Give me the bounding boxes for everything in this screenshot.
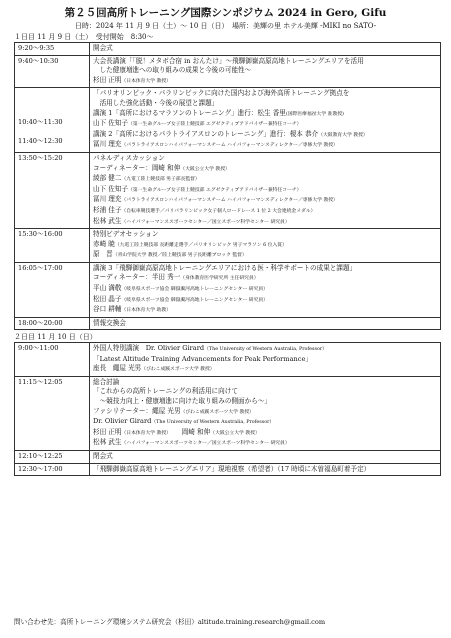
session-line bbox=[93, 99, 437, 109]
session-content bbox=[90, 229, 441, 263]
page-title: 第２５回高所トレーニング国際シンポジウム 2024 in Gero, Gifu bbox=[64, 7, 387, 19]
line-text: 情報交換会 bbox=[93, 318, 126, 327]
line-text: 山下 佐知子 bbox=[93, 184, 129, 193]
session-line bbox=[93, 284, 437, 295]
schedule-row bbox=[15, 229, 441, 263]
line-text: 赤崎 暁 bbox=[93, 239, 115, 248]
line-text: パネルディスカッション bbox=[93, 153, 165, 162]
session-line bbox=[93, 273, 437, 284]
session-line bbox=[93, 305, 437, 316]
schedule-row bbox=[15, 262, 441, 317]
line-text: 松田 晶子 bbox=[93, 294, 122, 303]
session-time: 13:50～15:20 bbox=[15, 152, 90, 228]
session-line bbox=[93, 240, 437, 251]
session-content bbox=[90, 55, 441, 88]
line-text: 活用した強化活動・今後の展望と課題」 bbox=[93, 98, 219, 107]
session-content bbox=[90, 376, 441, 450]
line-text: 松林 武生 bbox=[93, 216, 122, 225]
affiliation-note: （第一生命グループ女子陸上競技部 エグゼクティブアドバイザー兼特任コーチ） bbox=[128, 187, 302, 193]
line-text: 講演 2「高所におけるパラトライアスロンのトレーニング」進行：榎本 恭介 bbox=[93, 129, 319, 138]
day1-header: １日目 11 月 9 日（土） 受付開始 8:30～ bbox=[14, 33, 154, 41]
line-text: 大会長講演「「脱！メタボ合宿 in おんたけ」～飛騨御嶽高原高地トレーニングエリアを活用 bbox=[93, 56, 364, 65]
line-text: コーディネーター：半田 秀一 bbox=[93, 273, 181, 282]
session-line bbox=[93, 364, 437, 375]
session-time: 18:00～20:00 bbox=[15, 317, 90, 330]
line-text: 開会式 bbox=[93, 44, 113, 52]
line-text: した健康増進への取り組みの成果と今後の可能性～ bbox=[93, 66, 252, 75]
line-text: コーディネーター：岡崎 和伸 bbox=[93, 163, 181, 172]
session-content bbox=[90, 262, 441, 317]
line-text: 山下 佐知子 bbox=[93, 119, 129, 128]
line-text: 講演 3「飛騨御嶽高原高地トレーニングエリアにおける医・科学サポートの成果と課題」 bbox=[93, 263, 357, 272]
affiliation-note: （大阪公立大学 教授） bbox=[210, 430, 260, 436]
session-line bbox=[93, 295, 437, 306]
affiliation-note: （身体教育医学研究所 主任研究員） bbox=[180, 276, 259, 282]
affiliation-note: (国際医療福祉大学 准教授) bbox=[285, 111, 344, 117]
schedule-row bbox=[15, 88, 441, 153]
session-time: 9:20～9:35 bbox=[15, 43, 90, 56]
line-text: 杉田 正明 bbox=[93, 427, 122, 436]
session-time-1: 10:40～11:30 bbox=[18, 118, 63, 127]
affiliation-note: （自転車競技選手／パリパラリンピック女子個人ロードレース 1 位 2 大会連続金メダル） bbox=[121, 208, 316, 214]
day2-header: ２日目 11 月 10 日（日） bbox=[14, 333, 97, 341]
line-text: 谷口 耕輔 bbox=[93, 305, 122, 314]
schedule-row bbox=[15, 43, 441, 56]
session-line bbox=[93, 417, 437, 428]
line-text: 綾部 健二 bbox=[93, 174, 122, 183]
session-line bbox=[93, 344, 437, 355]
session-line bbox=[93, 264, 437, 274]
line-text: 講演 1「高所におけるマラソンのトレーニング」進行：松生 香里 bbox=[93, 108, 286, 117]
session-line bbox=[93, 206, 437, 217]
session-line bbox=[93, 378, 437, 388]
session-line bbox=[93, 174, 437, 185]
line-text: 松林 武生 bbox=[93, 438, 122, 447]
session-time bbox=[15, 88, 90, 153]
affiliation-note: （大阪教育大学 教授） bbox=[318, 132, 368, 138]
day1-schedule-table bbox=[14, 42, 441, 330]
day2-schedule-table bbox=[14, 342, 441, 476]
session-line bbox=[93, 57, 437, 67]
affiliation-note: （日本体育大学 教授） bbox=[121, 78, 171, 84]
affiliation-note: （日本体育大学 教授） bbox=[121, 430, 169, 436]
line-text: 「これからの高所トレーニングの利活用に向けて bbox=[93, 387, 238, 396]
session-time: 12:10～12:25 bbox=[15, 450, 90, 463]
affiliation-note: （びわこ成蹊スポーツ大学 教授） bbox=[180, 409, 254, 415]
line-text: ファシリテーター：繩屋 光男 bbox=[93, 406, 181, 415]
session-line bbox=[93, 89, 437, 99]
affiliation-note: （ハイパフォーマンススポーツセンター／国立スポーツ科学センター 研究員） bbox=[121, 441, 290, 447]
session-line bbox=[93, 130, 437, 141]
session-line bbox=[93, 154, 437, 164]
session-line bbox=[93, 76, 437, 87]
affiliation-note: （びわこ成蹊スポーツ大学 教授） bbox=[141, 367, 215, 373]
session-line bbox=[93, 119, 437, 130]
session-line bbox=[93, 140, 437, 151]
line-text: 座長 繩屋 光男 bbox=[93, 364, 142, 373]
session-content bbox=[90, 317, 441, 330]
schedule-row bbox=[15, 376, 441, 450]
session-time: 11:15～12:05 bbox=[15, 376, 90, 450]
session-time: 15:30～16:00 bbox=[15, 229, 90, 263]
line-text: 杉浦 佳子 bbox=[93, 205, 122, 214]
session-line bbox=[93, 428, 437, 439]
contact-info: 問い合わせ先：高所トレーニング環境システム研究会（杉田）altitude.training.research@gmail.com bbox=[14, 618, 326, 626]
session-line bbox=[93, 109, 437, 120]
session-line bbox=[93, 387, 437, 397]
line-text: 杉田 正明 bbox=[93, 75, 122, 84]
affiliation-note: （パラトライアスロンハイパフォーマンスチーム ハイパフォーマンスディレクター／専修大学 教授） bbox=[121, 143, 338, 149]
affiliation-note: （青山学院大学 教授／陸上競技部 男子長距離ブロック 監督） bbox=[112, 253, 247, 259]
affiliation-note: （ハイパフォーマンススポーツセンター／国立スポーツ科学センター 研究員） bbox=[121, 219, 290, 225]
affiliation-note: （大阪公立大学 教授） bbox=[180, 166, 230, 172]
session-time-2: 11:40～12:30 bbox=[18, 137, 63, 146]
line-text: 岡崎 和伸 bbox=[168, 427, 211, 436]
affiliation-note: （日本体育大学 助教） bbox=[121, 308, 171, 314]
line-text: 冨川 理充 bbox=[93, 140, 122, 149]
line-text: Dr. Olivier Girard bbox=[93, 417, 152, 426]
affiliation-note: （The University of Western Australia, Professor） bbox=[151, 420, 275, 426]
session-content bbox=[90, 43, 441, 56]
line-text: 「Latest Altitude Training Advancements for Peak Performance」 bbox=[93, 354, 312, 363]
session-line bbox=[93, 452, 437, 462]
line-text: 閉会式 bbox=[93, 451, 113, 460]
session-time: 16:05～17:00 bbox=[15, 262, 90, 317]
affiliation-note: （第一生命グループ女子陸上競技部 エグゼクティブアドバイザー兼特任コーチ） bbox=[128, 122, 302, 128]
line-text: 平山 満敬 bbox=[93, 284, 122, 293]
line-text: 「パリオリンピック・パラリンピックに向けた国内および海外高所トレーニング拠点を bbox=[93, 89, 350, 98]
schedule-row bbox=[15, 317, 441, 330]
line-text: 冨川 理充 bbox=[93, 195, 122, 204]
session-line bbox=[93, 438, 437, 449]
schedule-row bbox=[15, 463, 441, 476]
schedule-row bbox=[15, 152, 441, 228]
session-time: 9:00～11:00 bbox=[15, 343, 90, 377]
event-date-venue: 日時：2024 年 11 月 9 日（土）～ 10 日（日） 場所：美輝の里 ホテル美輝 -MIKI no SATO- bbox=[74, 22, 377, 30]
schedule-row bbox=[15, 343, 441, 377]
session-line bbox=[93, 319, 437, 329]
affiliation-note: （九電工陸上競技部 長距離走選手／パリオリンピック 男子マラソン 6 位入賞） bbox=[114, 242, 287, 248]
line-text: 特別ビデオセッション bbox=[93, 230, 159, 239]
session-line bbox=[93, 250, 437, 261]
session-line bbox=[93, 217, 437, 228]
line-text: 総合討論 bbox=[93, 377, 120, 386]
session-content bbox=[90, 152, 441, 228]
session-content bbox=[90, 343, 441, 377]
session-line bbox=[93, 185, 437, 196]
affiliation-note: （パラトライアスロンハイパフォーマンスチーム ハイパフォーマンスディレクター／専修大学 教授） bbox=[121, 198, 338, 204]
session-time: 9:40～10:30 bbox=[15, 55, 90, 88]
session-line bbox=[93, 44, 437, 54]
session-line bbox=[93, 195, 437, 206]
affiliation-note: （九電工陸上競技部 男子部長監督） bbox=[121, 177, 200, 183]
affiliation-note: （岐阜県スポーツ協会 御嶽濁河高地トレーニングセンター 研究員） bbox=[121, 297, 268, 303]
session-time: 12:30～17:00 bbox=[15, 463, 90, 476]
line-text: 「飛騨御嶽高原高地トレーニングエリア」現地視察（希望者）（17 時頃に木曽福島町着予定） bbox=[93, 464, 371, 473]
session-line bbox=[93, 164, 437, 175]
session-line bbox=[93, 230, 437, 240]
line-text: ～競技力向上・健康増進に向けた取り組みの側面から～」 bbox=[93, 396, 272, 405]
session-line bbox=[93, 397, 437, 407]
affiliation-note: （岐阜県スポーツ協会 御嶽濁河高地トレーニングセンター 研究員） bbox=[121, 287, 268, 293]
schedule-row bbox=[15, 55, 441, 88]
affiliation-note: （The University of Western Australia, Professor） bbox=[204, 347, 327, 352]
session-content bbox=[90, 450, 441, 463]
session-line bbox=[93, 66, 437, 76]
schedule-row bbox=[15, 450, 441, 463]
session-line bbox=[93, 407, 437, 418]
session-content bbox=[90, 88, 441, 153]
line-text: 原 晋 bbox=[93, 250, 113, 259]
session-line bbox=[93, 355, 437, 365]
session-line bbox=[93, 465, 437, 475]
line-text: 外国人特別講演 Dr. Olivier Girard bbox=[93, 344, 205, 352]
session-content bbox=[90, 463, 441, 476]
